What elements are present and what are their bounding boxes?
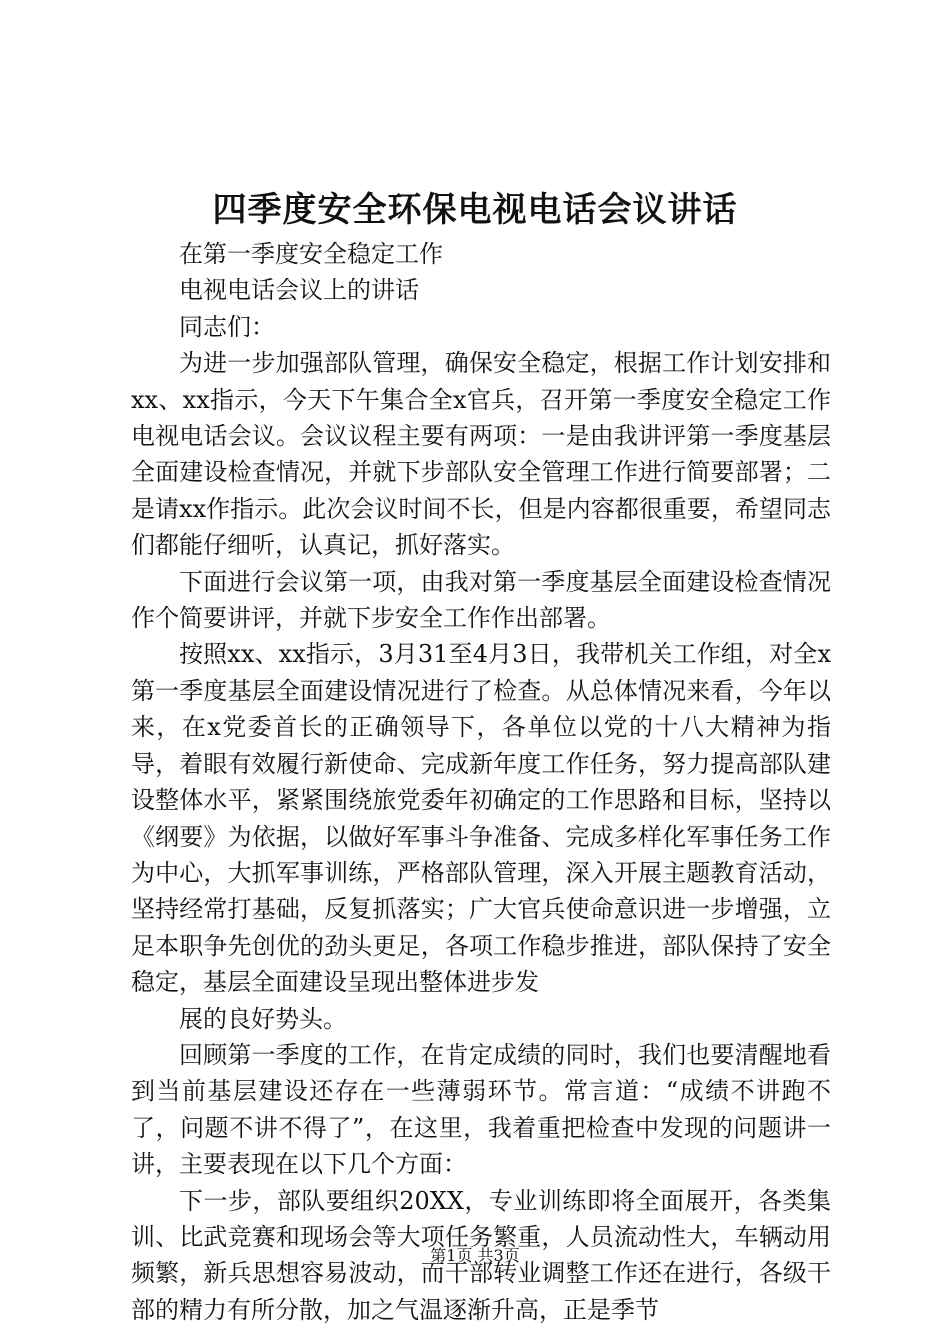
paragraph-review: 回顾第一季度的工作，在肯定成绩的同时，我们也要清醒地看到当前基层建设还存在一些薄弱环节。常言道：“成绩不讲跑不了，问题不讲不得了”，在这里，我着重把检查中发现的问题讲一讲，主要表现在以下几个方面： — [131, 1040, 831, 1179]
paragraph-next-step: 下一步，部队要组织20XX，专业训练即将全面展开，各类集训、比武竞赛和现场会等大项任务繁重，人员流动性大，车辆动用频繁，新兵思想容易波动，而干部转业调整工作还在进行，各级干部的精力有所分散，加之气温逐渐升高，正是季节 — [131, 1186, 831, 1324]
paragraph-heading-line-1: 在第一季度安全稳定工作 — [179, 240, 443, 268]
paragraph-inspection: 按照xx、xx指示，3月31至4月3日，我带机关工作组，对全x第一季度基层全面建设情况进行了检查。从总体情况来看，今年以来，在x党委首长的正确领导下，各单位以党的十八大精神为指导，着眼有效履行新使命、完成新年度工作任务，努力提高部队建设整体水平，紧紧围绕旅党委年初确定的工作思路和目标，坚持以《纲要》为依据，以做好军事斗争准备、完成多样化军事任务工作为中心，大抓军事训练，严格部队管理，深入开展主题教育活动，坚持经常打基础，反复抓落实；广大官兵使命意识进一步增强，立足本职争先创优的劲头更足，各项工作稳步推进，部队保持了安全稳定，基层全面建设呈现出整体进步发 — [131, 640, 831, 997]
paragraph-salutation: 同志们： — [179, 312, 275, 341]
document-body — [131, 236, 831, 1328]
paragraph-heading-line-2: 电视电话会议上的讲话 — [179, 276, 419, 305]
paragraph-agenda: 下面进行会议第一项，由我对第一季度基层全面建设检查情况作个简要讲评，并就下步安全工作作出部署。 — [131, 567, 831, 633]
document-title: 四季度安全环保电视电话会议讲话 — [212, 190, 738, 230]
paragraph-continuation: 展的良好势头。 — [179, 1004, 347, 1033]
paragraph-intro: 为进一步加强部队管理，确保安全稳定，根据工作计划安排和xx、xx指示，今天下午集合全x官兵，召开第一季度安全稳定工作电视电话会议。会议议程主要有两项：一是由我讲评第一季度基层全面建设检查情况，并就下步部队安全管理工作进行简要部署；二是请xx作指示。此次会议时间不长，但是内容都很重要，希望同志们都能仔细听，认真记，抓好落实。 — [131, 349, 831, 560]
page-number-footer: 第1页 共3页 — [430, 1246, 520, 1265]
